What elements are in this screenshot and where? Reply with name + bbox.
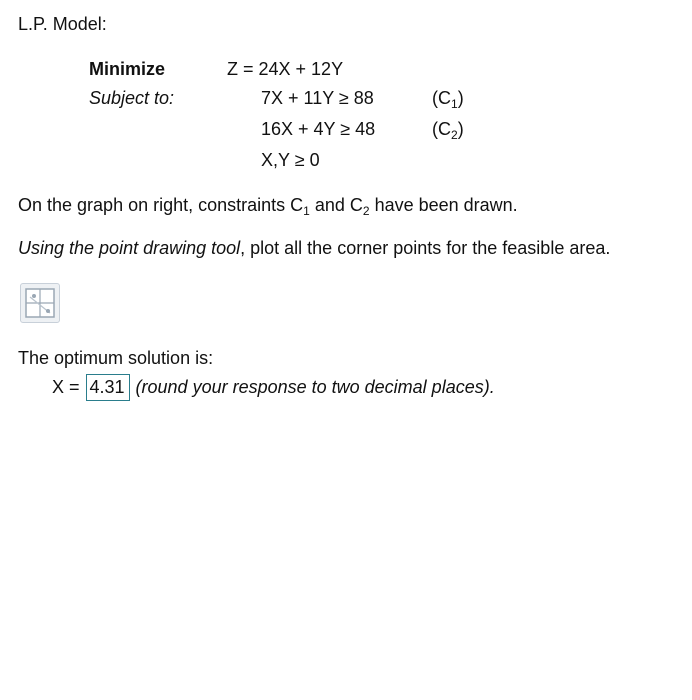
x-answer-input[interactable]: 4.31 (86, 374, 130, 401)
point-drawing-tool-icon (24, 287, 56, 319)
model-heading: L.P. Model: (18, 14, 107, 34)
graph-instruction: On the graph on right, constraints $C_1$ and $C_2$ have been drawn. (18, 195, 518, 218)
constraint-c1-expression: 7X + 11Y ≥ 88 (261, 88, 374, 108)
optimum-solution-intro: The optimum solution is: (18, 348, 214, 368)
constraint-c2-label: $(C_2)$ (432, 119, 464, 142)
constraint-c2-expression: 16X + 4Y ≥ 48 (261, 119, 376, 139)
nonnegativity-constraint: X,Y ≥ 0 (261, 150, 320, 170)
subject-to-label: Subject to: (89, 88, 175, 108)
minimize-label: Minimize (89, 59, 166, 79)
variable-x-label: X = (52, 377, 80, 397)
tool-instruction: Using the point drawing tool, plot all the corner points for the feasible area. (18, 238, 611, 258)
point-drawing-tool-button[interactable] (20, 283, 60, 323)
rounding-hint: (round your response to two decimal places). (135, 377, 495, 397)
answer-row (52, 374, 495, 401)
objective-function: Z = 24X + 12Y (227, 59, 344, 79)
constraint-c1-label: $(C_1)$ (432, 88, 464, 111)
